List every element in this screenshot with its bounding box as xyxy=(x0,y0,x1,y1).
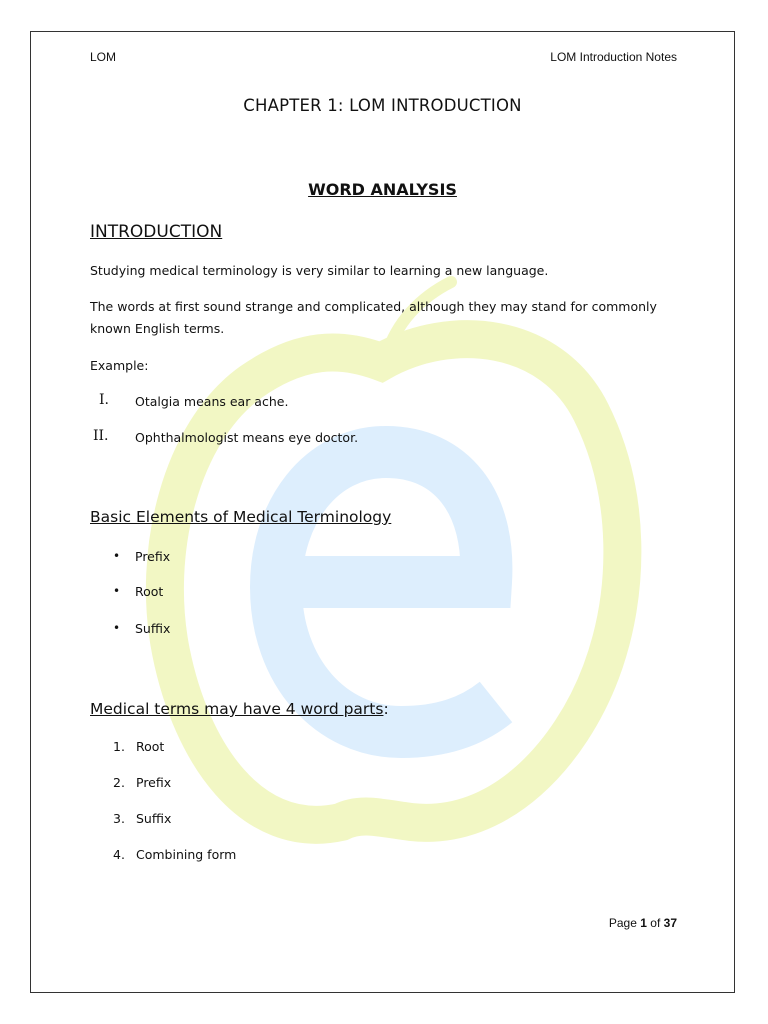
word-part-number: 1. xyxy=(113,739,125,754)
document-page xyxy=(30,31,735,993)
footer-current-page: 1 xyxy=(640,916,647,930)
bullet-icon: • xyxy=(113,621,121,635)
word-part-text: Prefix xyxy=(136,775,172,790)
page-footer xyxy=(609,916,677,930)
bullet-icon: • xyxy=(113,584,121,598)
example-text-1: Otalgia means ear ache. xyxy=(135,394,289,409)
intro-heading: INTRODUCTION xyxy=(90,222,223,242)
word-part-text: Combining form xyxy=(136,847,237,862)
word-part-text: Suffix xyxy=(136,811,172,826)
example-label: Example: xyxy=(90,358,149,373)
example-marker-2: II. xyxy=(93,428,109,444)
footer-of-word: of xyxy=(650,916,661,930)
section-title: WORD ANALYSIS xyxy=(308,180,457,199)
word-part-number: 3. xyxy=(113,811,125,826)
word-part-number: 4. xyxy=(113,847,125,862)
basic-elements-heading: Basic Elements of Medical Terminology xyxy=(90,508,392,526)
footer-total-pages: 37 xyxy=(663,916,677,930)
basic-element-item: Prefix xyxy=(135,549,171,564)
word-parts-heading-text: Medical terms may have 4 word parts xyxy=(90,700,384,718)
basic-element-item: Root xyxy=(135,584,164,599)
word-parts-heading-colon: : xyxy=(383,700,389,718)
word-parts-heading xyxy=(90,700,389,718)
word-part-number: 2. xyxy=(113,775,125,790)
intro-paragraph-1: Studying medical terminology is very similar to learning a new language. xyxy=(90,263,549,278)
example-text-2: Ophthalmologist means eye doctor. xyxy=(135,430,359,445)
bullet-icon: • xyxy=(113,549,121,563)
word-part-text: Root xyxy=(136,739,165,754)
header-right: LOM Introduction Notes xyxy=(550,50,677,64)
basic-element-item: Suffix xyxy=(135,621,171,636)
footer-page-word: Page xyxy=(608,916,637,930)
intro-paragraph-2-line-1: The words at first sound strange and complicated, although they may stand for commonly xyxy=(90,299,657,314)
example-marker-1: I. xyxy=(99,392,109,408)
intro-paragraph-2-line-2: known English terms. xyxy=(90,321,225,336)
e-watermark-shape xyxy=(276,452,496,732)
chapter-title: CHAPTER 1: LOM INTRODUCTION xyxy=(243,96,522,115)
header-left: LOM xyxy=(90,50,117,64)
